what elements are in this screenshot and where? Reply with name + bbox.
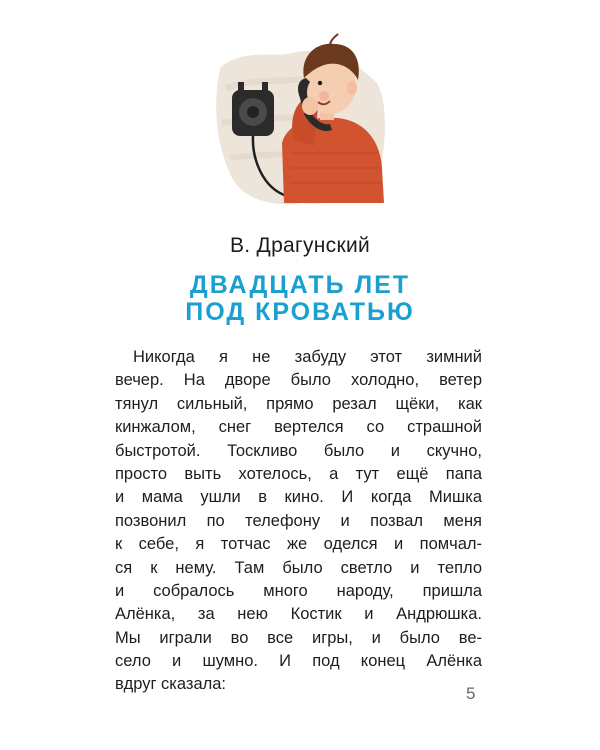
- text-line: позвонил по телефону и позвал меня: [115, 511, 482, 530]
- text-line: быстротой. Тоскливо было и скучно,: [115, 441, 482, 460]
- text-line: вечер. На дворе было холодно, ветер: [115, 371, 482, 390]
- text-line: вдруг сказала:: [115, 675, 227, 694]
- story-title: [0, 272, 600, 326]
- text-line: Мы играли во все игры, и было ве-: [115, 628, 482, 647]
- text-line: к себе, я тотчас же оделся и помчал-: [115, 535, 482, 554]
- text-line: Никогда я не забуду этот зимний: [133, 348, 482, 366]
- boy-on-phone-icon: [212, 28, 392, 213]
- title-line: ПОД КРОВАТЬЮ: [185, 298, 415, 326]
- text-line: тянул сильный, прямо резал щёки, как: [115, 394, 482, 413]
- page-number: 5: [466, 684, 476, 703]
- text-line: просто выть хотелось, а тут ещё папа: [115, 464, 482, 483]
- boy-on-phone-illustration: [212, 28, 392, 213]
- text-line: и собралось много народу, пришла: [115, 581, 482, 600]
- story-text: [115, 346, 482, 697]
- title-line: ДВАДЦАТЬ ЛЕТ: [189, 271, 411, 299]
- text-line: ся к нему. Там было светло и тепло: [115, 558, 482, 577]
- text-line: и мама ушли в кино. И когда Мишка: [115, 488, 482, 507]
- author-name: В. Драгунский: [229, 234, 371, 257]
- text-line: село и шумно. И под конец Алёнка: [115, 652, 482, 671]
- text-line: кинжалом, снег вертелся со страшной: [115, 418, 482, 437]
- text-line: Алёнка, за нею Костик и Андрюшка.: [115, 605, 482, 624]
